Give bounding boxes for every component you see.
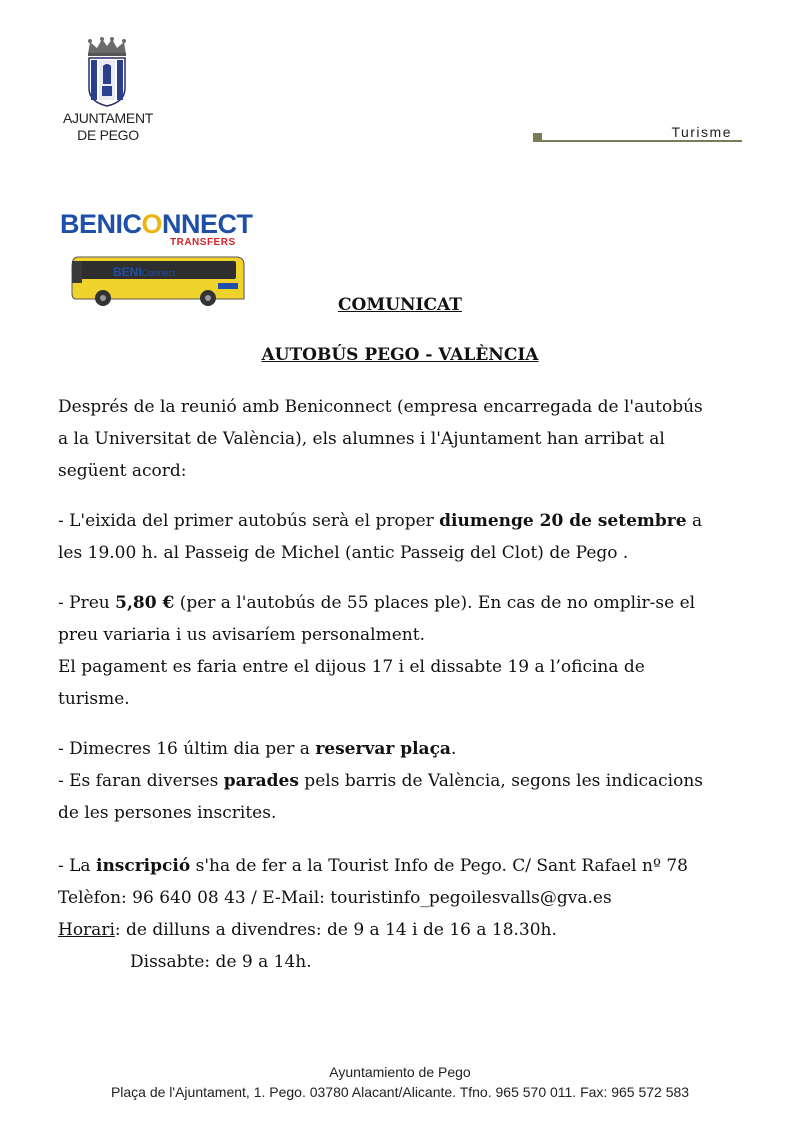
document-title: COMUNICAT — [338, 295, 462, 315]
svg-text:TRANSFERS: TRANSFERS — [170, 237, 236, 248]
hours-label: Horari — [58, 920, 115, 940]
text-span: - Dimecres 16 últim dia per a — [58, 739, 316, 759]
department-marker — [533, 133, 542, 142]
stops-emphasis: parades — [223, 771, 299, 791]
payment-line: El pagament es faria entre el dijous 17 i el dissabte 19 a l’oficina de — [58, 657, 645, 677]
text-span: s'ha de fer a la Tourist Info de Pego. C/ Sant Rafael nº 78 — [190, 856, 688, 876]
org-name — [40, 110, 176, 144]
department-divider — [542, 140, 742, 142]
hours-line — [58, 914, 758, 946]
text-span: - La — [58, 856, 96, 876]
price-value: 5,80 € — [115, 593, 175, 613]
reservation-line — [58, 733, 758, 765]
intro-line: següent acord: — [58, 461, 187, 481]
registration-emphasis: inscripció — [95, 856, 191, 876]
payment-line: turisme. — [58, 689, 130, 709]
reservation-paragraph — [58, 733, 758, 829]
stops-line: de les persones inscrites. — [58, 803, 277, 823]
svg-text:BENIConnect: BENIConnect — [113, 265, 176, 279]
reservation-emphasis: reservar plaça — [315, 739, 451, 759]
hours-saturday: Dissabte: de 9 a 14h. — [130, 952, 312, 972]
text-span: : de dilluns a divendres: de 9 a 14 i de 16 a 18.30h. — [114, 920, 557, 940]
registration-line — [58, 850, 758, 882]
footer-org: Ayuntamiento de Pego — [329, 1064, 471, 1080]
departure-paragraph — [58, 505, 758, 569]
intro-line: Després de la reunió amb Beniconnect (empresa encarregada de l'autobús — [58, 397, 703, 417]
price-line — [58, 587, 758, 619]
text-span: - Es faran diverses — [58, 771, 224, 791]
municipal-crest-logo — [82, 36, 132, 108]
contact-paragraph — [58, 850, 758, 978]
departure-line: les 19.00 h. al Passeig de Michel (antic Passeig del Clot) de Pego . — [58, 543, 629, 563]
departure-date: diumenge 20 de setembre — [439, 511, 687, 531]
intro-paragraph — [58, 391, 758, 487]
intro-line: a la Universitat de València), els alumnes i l'Ajuntament han arribat al — [58, 429, 665, 449]
org-name-line1: AJUNTAMENT — [62, 110, 154, 126]
departure-line — [58, 505, 758, 537]
department-label: Turisme — [671, 124, 732, 140]
text-span: pels barris de València, segons les indicacions — [298, 771, 704, 791]
contact-details: Telèfon: 96 640 08 43 / E-Mail: touristinfo_pegoilesvalls@gva.es — [58, 888, 612, 908]
text-span: - Preu — [58, 593, 116, 613]
stops-line — [58, 765, 758, 797]
document-subtitle: AUTOBÚS PEGO - VALÈNCIA — [261, 345, 539, 365]
org-name-line2: DE PEGO — [77, 127, 139, 143]
price-line: preu variaria i us avisaríem personalment. — [58, 625, 425, 645]
text-span: a — [686, 511, 703, 531]
footer-address: Plaça de l'Ajuntament, 1. Pego. 03780 Alacant/Alicante. Tfno. 965 570 011. Fax: 965 572 583 — [110, 1084, 690, 1100]
svg-text:BENICONNECT: BENICONNECT — [60, 209, 253, 239]
text-span: (per a l'autobús de 55 places ple). En cas de no omplir-se el — [174, 593, 696, 613]
price-paragraph — [58, 587, 758, 715]
text-span: . — [450, 739, 457, 759]
text-span: - L'eixida del primer autobús serà el proper — [58, 511, 440, 531]
